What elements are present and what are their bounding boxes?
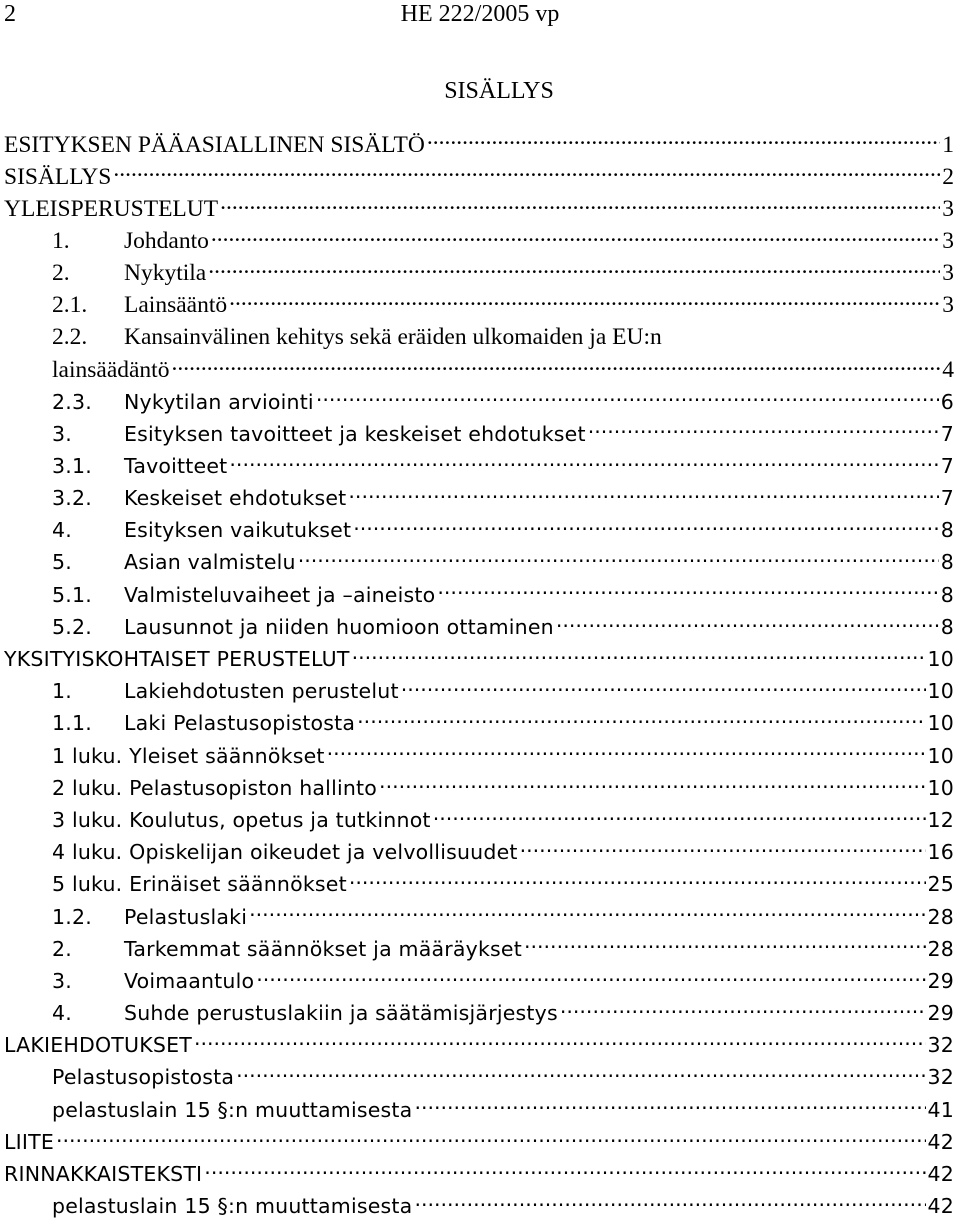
toc-entry-page: 32 xyxy=(927,1033,954,1058)
toc-entry[interactable] xyxy=(4,611,954,643)
toc-entry[interactable] xyxy=(4,901,954,933)
dot-leader xyxy=(56,1128,926,1149)
toc-entry-title: Tavoitteet xyxy=(124,453,228,478)
toc-entry-title: Laki Pelastusopistosta xyxy=(124,711,356,736)
dot-leader xyxy=(560,1000,926,1021)
toc-entry-page: 3 xyxy=(942,260,954,287)
toc-entry-title: Valmisteluvaiheet ja –aineisto xyxy=(124,582,436,607)
toc-entry-page: 4 xyxy=(942,356,954,383)
toc-entry-page: 42 xyxy=(927,1129,954,1154)
toc-entry-number: 4. xyxy=(52,1001,72,1026)
dot-leader xyxy=(588,420,939,441)
table-of-contents xyxy=(4,128,954,1222)
toc-entry[interactable] xyxy=(4,1094,954,1126)
toc-entry-page: 41 xyxy=(927,1097,954,1122)
toc-entry-page: 8 xyxy=(940,582,954,607)
dot-leader xyxy=(427,128,940,152)
dot-leader xyxy=(220,192,940,216)
toc-entry[interactable] xyxy=(4,965,954,997)
toc-entry-page: 7 xyxy=(940,453,954,478)
dot-leader xyxy=(316,388,939,409)
toc-entry-page: 2 xyxy=(942,163,954,190)
dot-leader xyxy=(556,613,939,634)
toc-entry-page: 7 xyxy=(940,421,954,446)
toc-entry[interactable] xyxy=(4,321,954,353)
toc-entry-title: 5 luku. Erinäiset säännökset xyxy=(52,872,347,897)
page-number: 2 xyxy=(4,1,16,27)
toc-entry[interactable] xyxy=(4,772,954,804)
toc-entry-page: 16 xyxy=(927,840,954,865)
toc-entry-page: 3 xyxy=(942,292,954,319)
dot-leader xyxy=(208,257,940,281)
dot-leader xyxy=(524,935,926,956)
dot-leader xyxy=(194,1032,926,1053)
dot-leader xyxy=(229,452,938,473)
toc-entry-title: 1 luku. Yleiset säännökset xyxy=(52,743,325,768)
toc-entry-page: 3 xyxy=(942,195,954,222)
toc-entry-title: YKSITYISKOHTAISET PERUSTELUT xyxy=(4,647,350,671)
dot-leader xyxy=(348,485,938,506)
toc-entry-title: YLEISPERUSTELUT xyxy=(4,195,219,222)
toc-entry-number: 4. xyxy=(52,518,72,543)
toc-entry-number: 1.1. xyxy=(52,711,92,736)
toc-entry-title: LIITE xyxy=(4,1129,54,1154)
toc-entry-title: LAKIEHDOTUKSET xyxy=(4,1033,192,1058)
toc-entry-page: 10 xyxy=(927,679,954,704)
toc-entry-page: 10 xyxy=(927,647,954,671)
toc-entry[interactable] xyxy=(4,707,954,739)
dot-leader xyxy=(298,549,939,570)
toc-entry-page: 8 xyxy=(940,550,954,575)
toc-heading: SISÄLLYS xyxy=(444,78,554,104)
toc-entry[interactable] xyxy=(4,353,954,385)
toc-entry-number: 2.3. xyxy=(52,389,92,414)
toc-entry-title: Nykytilan arviointi xyxy=(124,389,314,414)
dot-leader xyxy=(349,871,926,892)
toc-entry-number: 2. xyxy=(52,260,70,287)
toc-entry-title: 2 luku. Pelastusopiston hallinto xyxy=(52,775,378,800)
dot-leader xyxy=(414,1193,925,1214)
toc-entry-title: Keskeiset ehdotukset xyxy=(124,486,347,511)
toc-entry-page: 3 xyxy=(942,228,954,255)
toc-entry-number: 2.1. xyxy=(52,292,88,319)
dot-leader xyxy=(352,646,926,667)
toc-entry[interactable] xyxy=(4,128,954,160)
toc-entry[interactable] xyxy=(4,1158,954,1190)
document-id-header: HE 222/2005 vp xyxy=(400,1,560,27)
toc-entry-title: SISÄLLYS xyxy=(4,163,112,190)
toc-entry[interactable] xyxy=(4,579,954,611)
toc-entry-title: Tarkemmat säännökset ja määräykset xyxy=(124,936,522,961)
toc-entry-number: 1. xyxy=(52,228,70,255)
toc-entry-title: pelastuslain 15 §:n muuttamisesta xyxy=(52,1097,413,1122)
toc-entry-title: Pelastuslaki xyxy=(124,904,248,929)
toc-entry-title: Johdanto xyxy=(124,228,209,255)
dot-leader xyxy=(249,903,925,924)
toc-entry-page: 28 xyxy=(927,904,954,929)
dot-leader xyxy=(229,289,940,313)
toc-entry-title: 3 luku. Koulutus, opetus ja tutkinnot xyxy=(52,807,431,832)
toc-entry-number: 1.2. xyxy=(52,904,92,929)
toc-entry-title: Lakiehdotusten perustelut xyxy=(124,679,399,704)
toc-entry-title: Lainsääntö xyxy=(124,292,228,319)
toc-entry-page: 7 xyxy=(940,486,954,511)
toc-entry[interactable] xyxy=(4,643,954,675)
toc-entry-page: 29 xyxy=(927,968,954,993)
toc-entry-title: 4 luku. Opiskelijan oikeudet ja velvollisuudet xyxy=(52,840,518,865)
toc-entry-title: Pelastusopistosta xyxy=(52,1065,235,1090)
toc-entry[interactable] xyxy=(4,160,954,192)
toc-entry-page: 10 xyxy=(927,711,954,736)
toc-entry-page: 42 xyxy=(927,1162,954,1186)
toc-entry-page: 6 xyxy=(940,389,954,414)
toc-entry[interactable] xyxy=(4,933,954,965)
toc-entry[interactable] xyxy=(4,675,954,707)
toc-entry-page: 29 xyxy=(927,1001,954,1026)
dot-leader xyxy=(414,1096,925,1117)
toc-entry[interactable] xyxy=(4,804,954,836)
toc-entry-number: 3.1. xyxy=(52,453,92,478)
toc-entry-page: 42 xyxy=(927,1194,954,1219)
dot-leader xyxy=(357,710,925,731)
dot-leader xyxy=(437,581,938,602)
toc-entry-number: 5.2. xyxy=(52,614,92,639)
toc-entry[interactable] xyxy=(4,482,954,514)
toc-entry[interactable] xyxy=(4,740,954,772)
toc-entry-title: Asian valmistelu xyxy=(124,550,296,575)
dot-leader xyxy=(379,774,925,795)
toc-entry-page: 25 xyxy=(927,872,954,897)
toc-entry[interactable] xyxy=(4,514,954,546)
dot-leader xyxy=(520,839,926,860)
toc-entry[interactable] xyxy=(4,418,954,450)
toc-entry-page: 28 xyxy=(927,936,954,961)
toc-entry[interactable] xyxy=(4,868,954,900)
toc-entry-title: Suhde perustuslakiin ja säätämisjärjestys xyxy=(124,1001,558,1026)
dot-leader xyxy=(204,1161,925,1182)
toc-entry-number: 5. xyxy=(52,550,72,575)
dot-leader xyxy=(211,225,940,249)
toc-entry-title: pelastuslain 15 §:n muuttamisesta xyxy=(52,1194,413,1219)
toc-entry-title: Esityksen vaikutukset xyxy=(124,518,352,543)
dot-leader xyxy=(236,1064,925,1085)
toc-entry[interactable] xyxy=(4,1029,954,1061)
toc-entry-title: Kansainvälinen kehitys sekä eräiden ulkomaiden ja EU:n xyxy=(124,324,662,351)
toc-entry[interactable] xyxy=(4,450,954,482)
toc-entry[interactable] xyxy=(4,192,954,224)
toc-entry[interactable] xyxy=(4,1190,954,1222)
toc-entry-page: 32 xyxy=(927,1065,954,1090)
dot-leader xyxy=(353,517,939,538)
toc-entry[interactable] xyxy=(4,1061,954,1093)
toc-entry-page: 1 xyxy=(942,131,954,158)
toc-entry-page: 12 xyxy=(927,807,954,832)
toc-entry[interactable] xyxy=(4,289,954,321)
toc-entry-page: 10 xyxy=(927,775,954,800)
toc-entry[interactable] xyxy=(4,836,954,868)
toc-entry-number: 2. xyxy=(52,936,72,961)
toc-entry[interactable] xyxy=(4,997,954,1029)
dot-leader xyxy=(433,806,926,827)
toc-entry-number: 3.2. xyxy=(52,486,92,511)
toc-entry-title: Voimaantulo xyxy=(124,968,255,993)
toc-entry-page: 8 xyxy=(940,518,954,543)
toc-entry-title: Nykytila xyxy=(124,260,207,287)
toc-entry[interactable] xyxy=(4,225,954,257)
toc-entry-number: 1. xyxy=(52,679,72,704)
toc-entry-title: RINNAKKAISTEKSTI xyxy=(4,1162,203,1186)
dot-leader xyxy=(256,967,925,988)
toc-entry[interactable] xyxy=(4,1126,954,1158)
toc-entry-number: 2.2. xyxy=(52,324,88,351)
toc-entry[interactable] xyxy=(4,386,954,418)
dot-leader xyxy=(171,353,940,377)
dot-leader xyxy=(401,678,926,699)
toc-entry-title: Esityksen tavoitteet ja keskeiset ehdotukset xyxy=(124,421,586,446)
dot-leader xyxy=(327,742,926,763)
toc-entry-title: Lausunnot ja niiden huomioon ottaminen xyxy=(124,614,554,639)
toc-entry[interactable] xyxy=(4,546,954,578)
toc-entry-number: 5.1. xyxy=(52,582,92,607)
toc-entry-page: 10 xyxy=(927,743,954,768)
toc-entry-title: ESITYKSEN PÄÄASIALLINEN SISÄLTÖ xyxy=(4,131,425,158)
toc-entry-page: 8 xyxy=(940,614,954,639)
toc-entry[interactable] xyxy=(4,257,954,289)
toc-entry-number: 3. xyxy=(52,421,72,446)
toc-entry-number: 3. xyxy=(52,968,72,993)
toc-entry-title: lainsäädäntö xyxy=(52,356,170,383)
dot-leader xyxy=(113,160,940,184)
